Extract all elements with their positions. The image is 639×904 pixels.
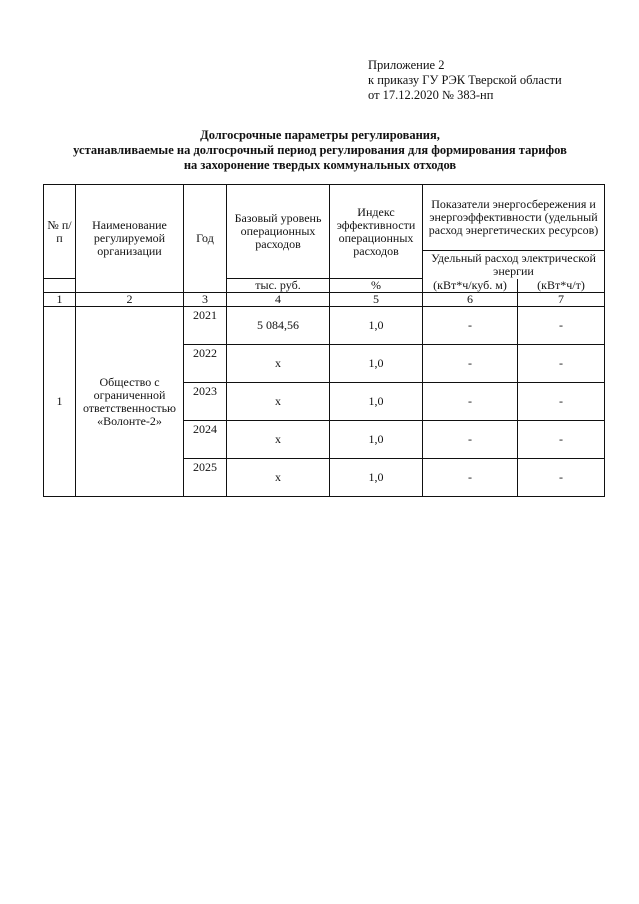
header-efficiency-index: Индекс эффективности операционных расходов	[330, 185, 423, 279]
col6-cell: -	[423, 421, 518, 459]
year-cell: 2025	[184, 459, 227, 497]
index-cell: 1,0	[330, 421, 423, 459]
col7-cell: -	[518, 459, 605, 497]
header-energy-indicators: Показатели энергосбережения и энергоэффективности (удельный расход энергетических ресурсов)	[423, 185, 605, 251]
unit-base: тыс. руб.	[227, 279, 330, 293]
year-cell: 2024	[184, 421, 227, 459]
header-specific-consumption: Удельный расход электрической энергии	[423, 251, 605, 279]
header-organization: Наименование регулируемой организации	[76, 185, 184, 293]
unit-col7: (кВт*ч/т)	[518, 279, 605, 293]
base-cell: х	[227, 345, 330, 383]
col6-cell: -	[423, 383, 518, 421]
row-number: 1	[44, 307, 76, 497]
organization-name: Общество с ограниченной ответственностью «Волонте-2»	[76, 307, 184, 497]
col7-cell: -	[518, 421, 605, 459]
table-row	[44, 307, 605, 345]
base-cell: х	[227, 383, 330, 421]
appendix-reference	[368, 58, 562, 103]
col-number-1: 1	[44, 293, 76, 307]
index-cell: 1,0	[330, 459, 423, 497]
header-base-level: Базовый уровень операционных расходов	[227, 185, 330, 279]
index-cell: 1,0	[330, 383, 423, 421]
col-number-3: 3	[184, 293, 227, 307]
parameters-table	[43, 184, 605, 497]
index-cell: 1,0	[330, 307, 423, 345]
title-line-2: устанавливаемые на долгосрочный период регулирования для формирования тарифов	[73, 143, 567, 157]
index-cell: 1,0	[330, 345, 423, 383]
unit-index: %	[330, 279, 423, 293]
col6-cell: -	[423, 345, 518, 383]
appendix-line-1: Приложение 2	[368, 58, 445, 72]
title-line-1: Долгосрочные параметры регулирования,	[200, 128, 440, 142]
appendix-line-2: к приказу ГУ РЭК Тверской области	[368, 73, 562, 87]
col6-cell: -	[423, 459, 518, 497]
year-cell: 2023	[184, 383, 227, 421]
col-number-5: 5	[330, 293, 423, 307]
base-cell: х	[227, 421, 330, 459]
base-cell: х	[227, 459, 330, 497]
unit-col6: (кВт*ч/куб. м)	[423, 279, 518, 293]
col7-cell: -	[518, 345, 605, 383]
col-number-4: 4	[227, 293, 330, 307]
col7-cell: -	[518, 383, 605, 421]
header-num-spacer	[44, 279, 76, 293]
year-cell: 2021	[184, 307, 227, 345]
col-number-2: 2	[76, 293, 184, 307]
col7-cell: -	[518, 307, 605, 345]
col-number-6: 6	[423, 293, 518, 307]
col6-cell: -	[423, 307, 518, 345]
appendix-line-3: от 17.12.2020 № 383-нп	[368, 88, 494, 102]
header-num: № п/п	[44, 185, 76, 279]
base-cell: 5 084,56	[227, 307, 330, 345]
header-year: Год	[184, 185, 227, 293]
year-cell: 2022	[184, 345, 227, 383]
col-number-7: 7	[518, 293, 605, 307]
document-title	[40, 128, 600, 173]
title-line-3: на захоронение твердых коммунальных отходов	[183, 158, 457, 172]
